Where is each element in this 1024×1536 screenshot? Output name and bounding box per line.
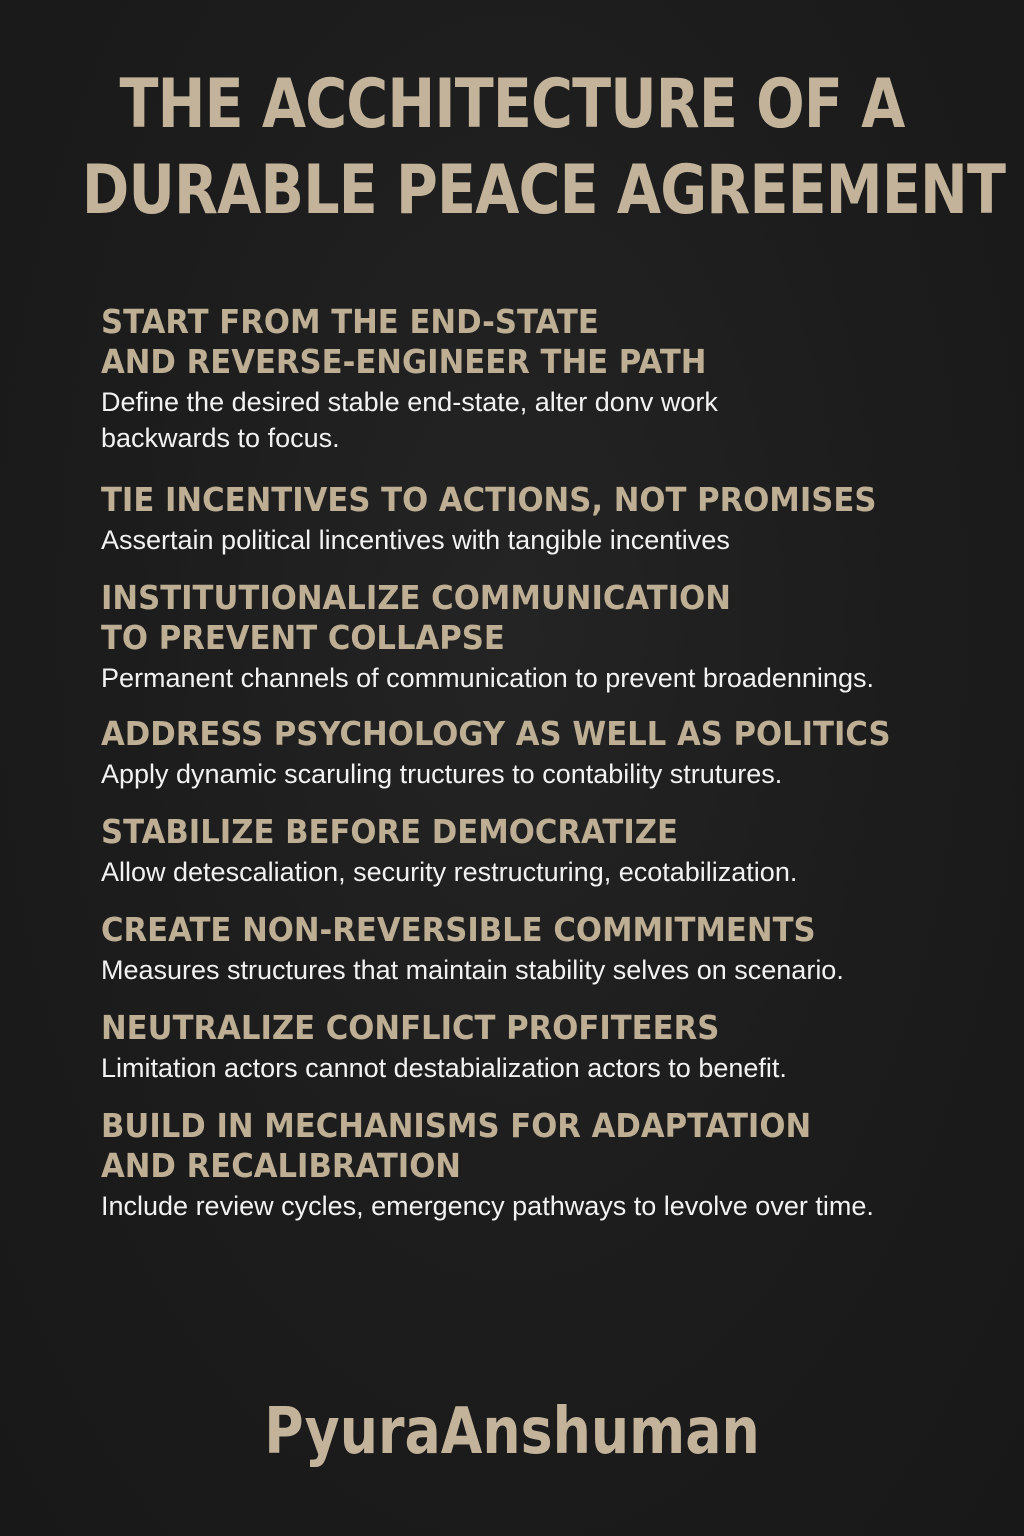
principle-heading bbox=[101, 910, 938, 950]
description-line: Apply dynamic scaruling tructures to contability strutures. bbox=[101, 759, 783, 789]
principle-heading bbox=[101, 578, 938, 658]
description-line: Include review cycles, emergency pathways to levolve over time. bbox=[101, 1191, 874, 1221]
principle-item-6 bbox=[101, 910, 1001, 988]
principle-item-1 bbox=[101, 302, 1001, 456]
author-signature: PyuraAnshuman bbox=[264, 1395, 760, 1469]
heading-line: INSTITUTIONALIZE COMMUNICATION bbox=[101, 578, 731, 617]
principle-heading bbox=[101, 480, 938, 520]
principle-heading bbox=[101, 812, 938, 852]
description-line: Limitation actors cannot destabialization actors to benefit. bbox=[101, 1053, 787, 1083]
heading-line: TO PREVENT COLLAPSE bbox=[101, 618, 505, 657]
principle-heading bbox=[101, 1106, 938, 1186]
principle-description bbox=[101, 952, 1001, 988]
description-line: Measures structures that maintain stability selves on scenario. bbox=[101, 955, 844, 985]
principles-list bbox=[101, 302, 1001, 1224]
title-line-1: THE ACCHITECTURE OF A bbox=[119, 65, 905, 144]
principle-item-7 bbox=[101, 1008, 1001, 1086]
poster-title bbox=[81, 62, 1006, 234]
principle-item-5 bbox=[101, 812, 1001, 890]
description-line: Assertain political lincentives with tangible incentives bbox=[101, 525, 730, 555]
principle-item-4 bbox=[101, 714, 1001, 792]
principle-item-2 bbox=[101, 480, 1001, 558]
principle-heading bbox=[101, 714, 938, 754]
description-line: Permanent channels of communication to prevent broadennings. bbox=[101, 663, 874, 693]
principle-description bbox=[101, 522, 1001, 558]
description-line: backwards to focus. bbox=[101, 423, 340, 453]
heading-line: STABILIZE BEFORE DEMOCRATIZE bbox=[101, 812, 678, 851]
principle-description bbox=[101, 660, 1001, 696]
principle-item-3 bbox=[101, 578, 1001, 696]
principle-heading bbox=[101, 1008, 938, 1048]
heading-line: CREATE NON-REVERSIBLE COMMITMENTS bbox=[101, 910, 816, 949]
heading-line: NEUTRALIZE CONFLICT PROFITEERS bbox=[101, 1008, 720, 1047]
principle-heading bbox=[101, 302, 938, 382]
principle-description bbox=[101, 854, 1001, 890]
heading-line: BUILD IN MECHANISMS FOR ADAPTATION bbox=[101, 1106, 812, 1145]
description-line: Allow detescaliation, security restructuring, ecotabilization. bbox=[101, 857, 798, 887]
description-line: Define the desired stable end-state, alter donv work bbox=[101, 387, 718, 417]
principle-item-8 bbox=[101, 1106, 1001, 1224]
title-line-2: DURABLE PEACE AGREEMENT bbox=[81, 151, 1006, 230]
heading-line: TIE INCENTIVES TO ACTIONS, NOT PROMISES bbox=[101, 480, 877, 519]
heading-line: AND RECALIBRATION bbox=[101, 1146, 461, 1185]
heading-line: START FROM THE END-STATE bbox=[101, 302, 599, 341]
heading-line: ADDRESS PSYCHOLOGY AS WELL AS POLITICS bbox=[101, 714, 891, 753]
heading-line: AND REVERSE-ENGINEER THE PATH bbox=[101, 342, 707, 381]
principle-description bbox=[101, 1050, 1001, 1086]
principle-description bbox=[101, 384, 1001, 456]
principle-description bbox=[101, 756, 1001, 792]
principle-description bbox=[101, 1188, 1001, 1224]
